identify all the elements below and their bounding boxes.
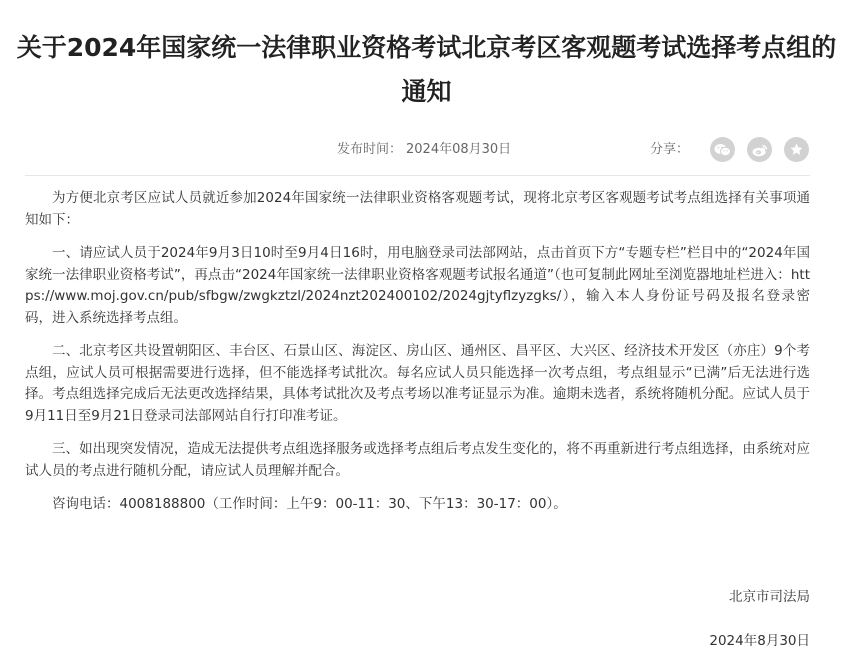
publish-label: 发布时间：	[337, 142, 403, 157]
issue-date: 2024年8月30日	[709, 633, 810, 649]
contact-paragraph: 咨询电话：4008188800（工作时间：上午9：00-11：30、下午13：30-17：00）。	[52, 496, 567, 512]
weibo-icon[interactable]	[747, 137, 772, 162]
favorite-star-icon[interactable]	[784, 137, 809, 162]
page-title: 关于2024年国家统一法律职业资格考试北京考区客观题考试选择考点组的通知	[16, 33, 837, 106]
paragraph-1-text-end: ），输入本人身份证号码及报名登录密码，进入系统选择考点组。	[25, 288, 810, 326]
publish-date: 2024年08月30日	[406, 142, 512, 157]
wechat-icon[interactable]	[710, 137, 735, 162]
header-divider	[25, 175, 810, 176]
issuer-signature: 北京市司法局	[729, 589, 810, 605]
paragraph-1	[25, 243, 810, 329]
paragraph-1-text: 一、请应试人员于2024年9月3日10时至9月4日16时，用电脑登录司法部网站，点击首页下方“专题专栏”栏目中的“2024年国家统一法律职业资格考试”，再点击“2024年国家统一法律职业资格客观题考试报名通道”（也可复制此网址至浏览器地址栏进入：	[25, 245, 810, 283]
intro-paragraph: 为方便北京考区应试人员就近参加2024年国家统一法律职业资格客观题考试，现将北京考区客观题考试考点组选择有关事项通知如下：	[25, 190, 810, 228]
publish-info	[337, 139, 515, 161]
paragraph-2: 二、北京考区共设置朝阳区、丰台区、石景山区、海淀区、房山区、通州区、昌平区、大兴区、经济技术开发区（亦庄）9个考点组，应试人员可根据需要进行选择，但不能选择考试批次。每名应试人员只能选择一次考点组，考点组显示“已满”后无法进行选择。考点组选择完成后无法更改选择结果，具体考试批次及考点考场以准考证显示为准。逾期未选者，系统将随机分配。应试人员于9月11日至9月21日登录司法部网站自行打印准考证。	[25, 343, 810, 424]
registration-url: https://www.moj.gov.cn/pub/sfbgw/zwgkztzl/2024nzt202400102/2024gjtyflzyzgks/	[25, 266, 810, 304]
paragraph-3: 三、如出现突发情况，造成无法提供考点组选择服务或选择考点组后考点发生变化的，将不再重新进行考点组选择，由系统对应试人员的考点进行随机分配，请应试人员理解并配合。	[25, 441, 810, 479]
share-label: 分享：	[650, 142, 690, 157]
article-body	[25, 188, 810, 516]
